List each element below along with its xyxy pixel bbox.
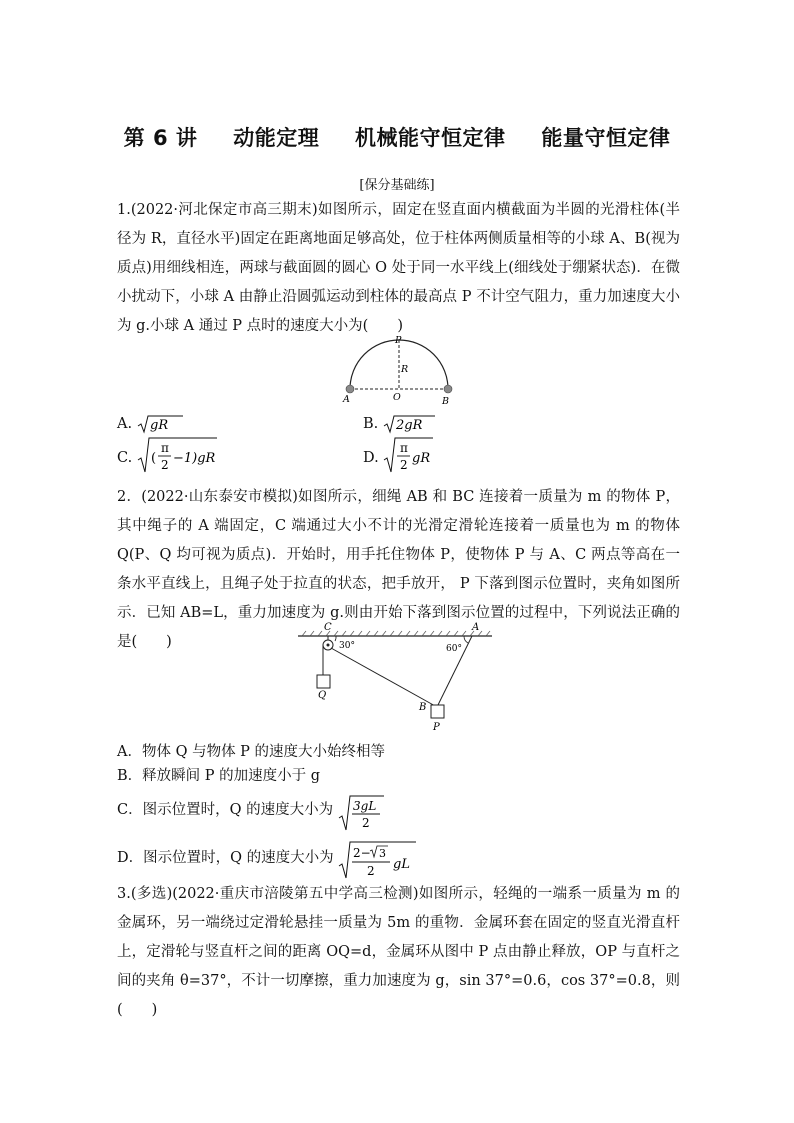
rope-bc: [331, 648, 437, 707]
topic-kinetic-energy: 动能定理: [233, 126, 320, 150]
q2-stem: 2．(2022·山东泰安市模拟)如图所示，细绳 AB 和 BC 连接着一质量为 m 的物体 P，其中绳子的 A 端固定，C 端通过大小不计的光滑定滑轮连接着一质量也为 m 的物体 Q(P、Q 均可视为质点)．开始时，用手托住物体 P，使物体 P 与 A、C 两点等高在一条水平直线上，且绳子处于拉直的状态，把手放开， P 下落到图示位置时，夹角如图所示．已知 AB=L，重力加速度为 g.则由开始下落到图示位置的过程中，下列说法正确的是( ): [117, 489, 680, 650]
svg-text:3: 3: [379, 847, 387, 860]
svg-text:2: 2: [361, 816, 370, 830]
q1-figure: [330, 332, 470, 410]
svg-text:π: π: [160, 441, 169, 455]
q2-option-a: A．物体 Q 与物体 P 的速度大小始终相等: [117, 744, 386, 760]
q2-option-d: D．图示位置时，Q 的速度大小为 2− 3 2 gL: [117, 840, 418, 880]
fraction-root: [383, 436, 435, 474]
q1-option-a: A. gR: [117, 414, 185, 434]
pulley-axle: [327, 644, 330, 647]
angle-arc-a: [464, 636, 468, 643]
label-o: O: [393, 392, 401, 403]
label-angle-60: 60°: [446, 644, 462, 654]
q2-option-c: C．图示位置时，Q 的速度大小为 3gL 2: [117, 794, 386, 832]
svg-text:2gR: 2gR: [395, 418, 423, 433]
label-p: P: [395, 335, 402, 346]
fraction-root: [137, 436, 219, 474]
svg-text:(: (: [150, 451, 156, 466]
label-q: Q: [318, 690, 327, 701]
label-c: C: [324, 622, 332, 633]
svg-text:gR: gR: [412, 451, 431, 466]
label-a: A: [472, 622, 480, 633]
block-q: [317, 675, 330, 688]
q2-option-b: B．释放瞬间 P 的加速度小于 g: [117, 768, 321, 784]
fraction-root: [338, 840, 418, 880]
svg-text:gL: gL: [393, 857, 411, 872]
sqrt-sign: [137, 414, 185, 434]
fraction-root: [338, 794, 386, 832]
label-r: R: [401, 364, 409, 375]
page-title: [0, 122, 794, 152]
svg-text:−1)gR: −1)gR: [172, 451, 216, 466]
svg-text:2: 2: [367, 864, 375, 878]
q1-stem: 1.(2022·河北保定市高三期末)如图所示，固定在竖直面内横截面为半圆的光滑柱体(半径为 R，直径水平)固定在距离地面足够高处，位于柱体两侧质量相等的小球 A、B(视为质点)用细线相连，两球与截面圆的圆心 O 处于同一水平线上(细线处于绷紧状态)．在微小扰动下，小球 A 由静止沿圆弧运动到柱体的最高点 P 不计空气阻力，重力加速度大小为 g.小球 A 通过 P 点时的速度大小为( ): [117, 202, 680, 334]
label-a: A: [343, 394, 350, 405]
label-angle-30: 30°: [339, 641, 355, 651]
q2-figure: [296, 618, 496, 734]
label-b: B: [419, 702, 427, 713]
svg-text:2: 2: [400, 458, 408, 472]
label-p: P: [433, 722, 440, 733]
topic-mechanical-energy: 机械能守恒定律: [355, 126, 506, 150]
svg-text:π: π: [400, 441, 409, 455]
sqrt-sign: [383, 414, 437, 434]
ball-b: [444, 385, 452, 393]
angle-arc-c: [335, 636, 336, 641]
svg-text:3gL: 3gL: [352, 799, 376, 813]
svg-text:gR: gR: [149, 418, 168, 433]
q1-option-c: C. ( π 2 −1)gR: [117, 436, 219, 474]
ball-a: [346, 385, 354, 393]
svg-text:2−: 2−: [353, 846, 371, 860]
section-label: [保分基础练]: [359, 178, 435, 193]
q3-stem: 3.(多选)(2022·重庆市涪陵第五中学高三检测)如图所示，轻绳的一端系一质量为 m 的金属环，另一端绕过定滑轮悬挂一质量为 5m 的重物．金属环套在固定的竖直光滑直杆上，定滑轮与竖直杆之间的距离 OQ=d，金属环从图中 P 点由静止释放，OP 与直杆之间的夹角 θ=37°，不计一切摩擦，重力加速度为 g，sin 37°=0.6，cos 37°=0.8，则( ): [117, 886, 680, 1018]
svg-text:2: 2: [160, 458, 169, 472]
label-b: B: [442, 396, 449, 407]
lecture-number: 第 6 讲: [123, 126, 198, 150]
q1-option-b: B. 2gR: [363, 414, 437, 434]
topic-energy-conservation: 能量守恒定律: [541, 126, 671, 150]
block-p: [431, 705, 444, 718]
q1-option-d: D. π 2 gR: [363, 436, 435, 474]
